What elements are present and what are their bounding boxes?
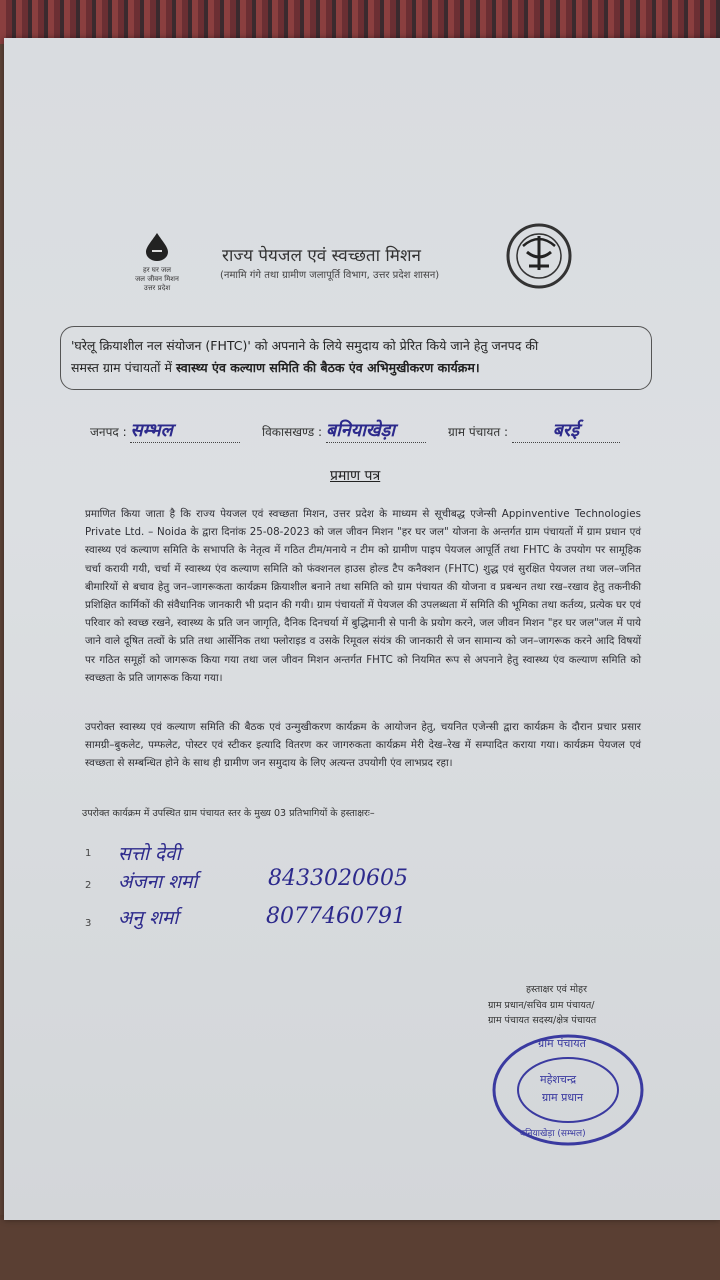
mission-subtitle: (नमामि गंगे तथा ग्रामीण जलापूर्ति विभाग, उत्तर प्रदेश शासन) [220,270,440,281]
participant-2-phone: 8433020605 [268,866,408,891]
logo-line2: जल जीवन मिशन [135,275,179,283]
vikaskhand-label: विकासखण्ड : [262,425,323,439]
participant-2-signature: अंजना शर्मा [118,871,198,893]
attendance-note: उपरोक्त कार्यक्रम में उपस्थित ग्राम पंचायत स्तर के मुख्य 03 प्रतिभागियों के हस्ताक्षरः– [82,808,375,819]
vikaskhand-field [262,418,426,443]
document-title: प्रमाण पत्र [330,468,381,484]
participant-1-signature: सत्तो देवी [118,843,181,865]
gram-panchayat-label: ग्राम पंचायत : [448,425,509,439]
program-banner [60,326,652,390]
har-ghar-jal-logo [128,232,186,293]
vikaskhand-value: बनियाखेड़ा [326,418,426,443]
stamp-role: ग्राम प्रधान [542,1091,584,1104]
certificate-paragraph-1: प्रमाणित किया जाता है कि राज्य पेयजल एवं स्वच्छता मिशन, उत्तर प्रदेश के माध्यम से सूचीबद्ध एजेन्सी Appinventive Technologies Private Ltd. – Noida के द्वारा दिनांक 25-08-2023 को जल जीवन मिशन "हर घर जल" योजना के अन्तर्गत ग्राम पंचायतों में ग्राम प्रधान एवं स्वास्थ्य एवं कल्याण समिति के सभापति के नेतृत्व में गठित टीम/मनाये न टीम को ग्रामीण पाइप पेयजल आपूर्ति तथा FHTC के उपयोग पर सामूहिक चर्चा करायी गयी, चर्चा में स्वास्थ्य एंव कल्याण समिति को फंक्शनल हाउस होल्ड टैप कनैक्शन (FHTC) शुद्ध एवं सुरक्षित पेयजल तथा जल–जनित बीमारियों से बचाव हेतु जन–जागरूकता कार्यक्रम क्रियाशील बनाने तथा समिति को ग्राम पंचायत की योजना व प्रबन्धन तथा रख–रखाव हेतु तकनीकी प्रशिक्षित कार्मिकों की संवैधानिक जानकारी भी प्रदान की गयी। ग्राम पंचायतों में पेयजल की उपलब्धता में समिति की भूमिका तथा कर्तव्य, प्रत्येक घर एवं परिवार को स्वच्छ रखने, स्वास्थ्य के प्रति जन जागृति, दैनिक दिनचर्या में बुद्धिमानी से पानी के प्रयोग करने, जल जीवन मिशन "हर घर जल"जल में पाये जाने वाले दूषित तत्वों के प्रति तथा आर्सेनिक तथा फ्लोराइड व उसके रिमूवल संयंत्र की जानकारी से जन सामान्य को जन–जागरूक करने आदि विषयों पर गठित समूहों को जागरूक किया गया तथा जल जीवन मिशन अन्तर्गत FHTC को नियमित रूप से अपनाने हेतु स्वास्थ्य एंव कल्याण समिति को स्वच्छता के प्रति जागरूक किया गया। [85,508,641,684]
mission-title: राज्य पेयजल एवं स्वच्छता मिशन [222,246,421,266]
up-govt-emblem-icon [505,222,573,290]
participant-1-number: 1 [85,848,92,859]
pradhan-stamp [490,1030,650,1150]
background-floor [0,1215,720,1280]
participant-3-phone: 8077460791 [266,904,406,929]
stamp-bottom-text: बनियाखेड़ा (सम्भल) [520,1129,586,1139]
signature-label: हस्ताक्षर एवं मोहर [526,984,587,995]
stamp-top-text: ग्राम पंचायत [538,1037,586,1050]
banner-line2-prefix: समस्त ग्राम पंचायतों में [71,360,176,375]
banner-line1: 'घरेलू क्रियाशील नल संयोजन (FHTC)' को अपनाने के लिये समुदाय को प्रेरित किये जाने हेतु जनपद की [71,338,539,353]
logo-line3: उत्तर प्रदेश [143,284,171,292]
janpad-value: सम्भल [130,418,240,443]
participant-3-signature: अनु शर्मा [118,907,179,929]
gram-panchayat-value: बरई [512,418,620,443]
participant-2-number: 2 [85,880,92,891]
certificate-paragraph-2: उपरोक्त स्वास्थ्य एवं कल्याण समिति की बैठक एवं उन्मुखीकरण कार्यक्रम के आयोजन हेतु, चयनित एजेन्सी द्वारा कार्यक्रम के दौरान प्रचार प्रसार सामग्री–बुकलेट, पम्फलेट, पोस्टर एवं स्टीकर इत्यादि वितरण कर जागरुकता कार्यक्रम मेरी देख–रेख में सम्पादित कराया गया। कार्यक्रम पेयजल एवं स्वच्छता से सम्बन्धित होने के साथ ही ग्रामीण जन समुदाय के लिए अत्यन्त उपयोगी एंव लाभप्रद रहा। [85,721,641,770]
janpad-field [90,418,240,443]
participant-3-number: 3 [85,918,92,929]
stamp-name: महेशचन्द्र [540,1073,577,1086]
water-drop-icon [143,232,171,262]
logo-line1: हर घर जल [143,266,171,274]
gram-panchayat-field [448,418,620,443]
signature-member-line: ग्राम पंचायत सदस्य/क्षेत्र पंचायत [488,1015,597,1026]
signature-role-line: ग्राम प्रधान/सचिव ग्राम पंचायत/ [488,1000,595,1011]
banner-line2-bold: स्वास्थ्य एंव कल्याण समिति की बैठक एंव अभिमुखीकरण कार्यक्रम। [175,360,480,375]
janpad-label: जनपद : [90,425,127,439]
